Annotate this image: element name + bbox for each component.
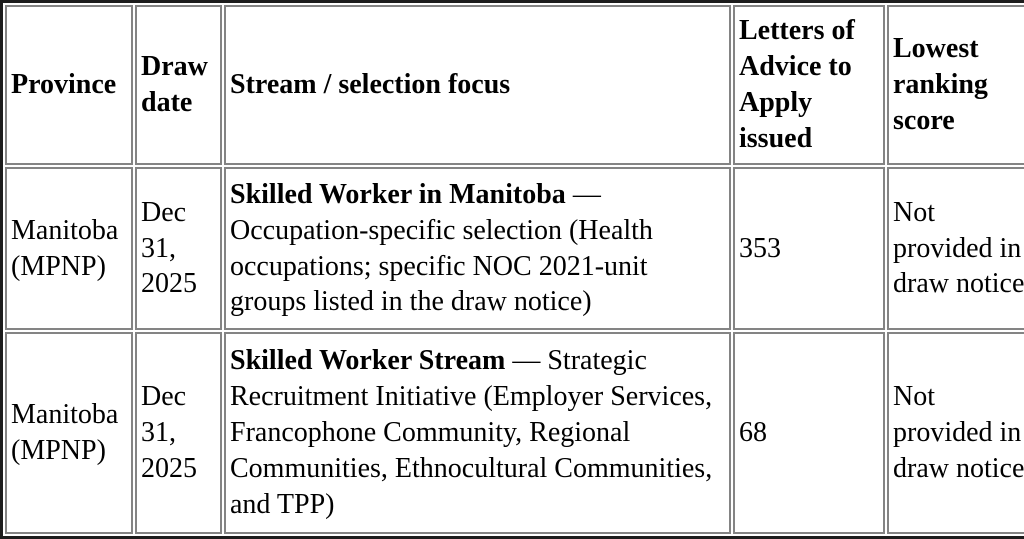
table-header-row — [5, 5, 1024, 165]
cell-stream — [224, 167, 731, 330]
stream-detail: — Occupation-specific selection (Health occupations; specific NOC 2021-unit groups listed in the draw notice) — [230, 178, 653, 318]
cell-province: Manitoba (MPNP) — [5, 332, 133, 534]
stream-name: Skilled Worker Stream — [230, 345, 506, 377]
cell-province: Manitoba (MPNP) — [5, 167, 133, 330]
cell-draw-date: Dec 31, 2025 — [135, 167, 222, 330]
stream-name: Skilled Worker in Manitoba — [230, 178, 566, 210]
stream-detail: — Strategic Recruitment Initiative (Employer Services, Francophone Community, Regional Communities, Ethnocultural Communities, and TPP) — [230, 345, 713, 520]
cell-stream — [224, 332, 731, 534]
table-row — [5, 167, 1024, 330]
table-row — [5, 332, 1024, 534]
header-cell-letters-issued: Letters of Advice to Apply issued — [733, 5, 885, 165]
cell-letters-issued: 353 — [733, 167, 885, 330]
header-cell-draw-date: Draw date — [135, 5, 222, 165]
cell-lowest-score: Not provided in draw notice — [887, 332, 1024, 534]
cell-lowest-score: Not provided in draw notice — [887, 167, 1024, 330]
cell-draw-date: Dec 31, 2025 — [135, 332, 222, 534]
cell-letters-issued: 68 — [733, 332, 885, 534]
header-cell-lowest-score: Lowest ranking score — [887, 5, 1024, 165]
header-cell-province: Province — [5, 5, 133, 165]
header-cell-stream: Stream / selection focus — [224, 5, 731, 165]
